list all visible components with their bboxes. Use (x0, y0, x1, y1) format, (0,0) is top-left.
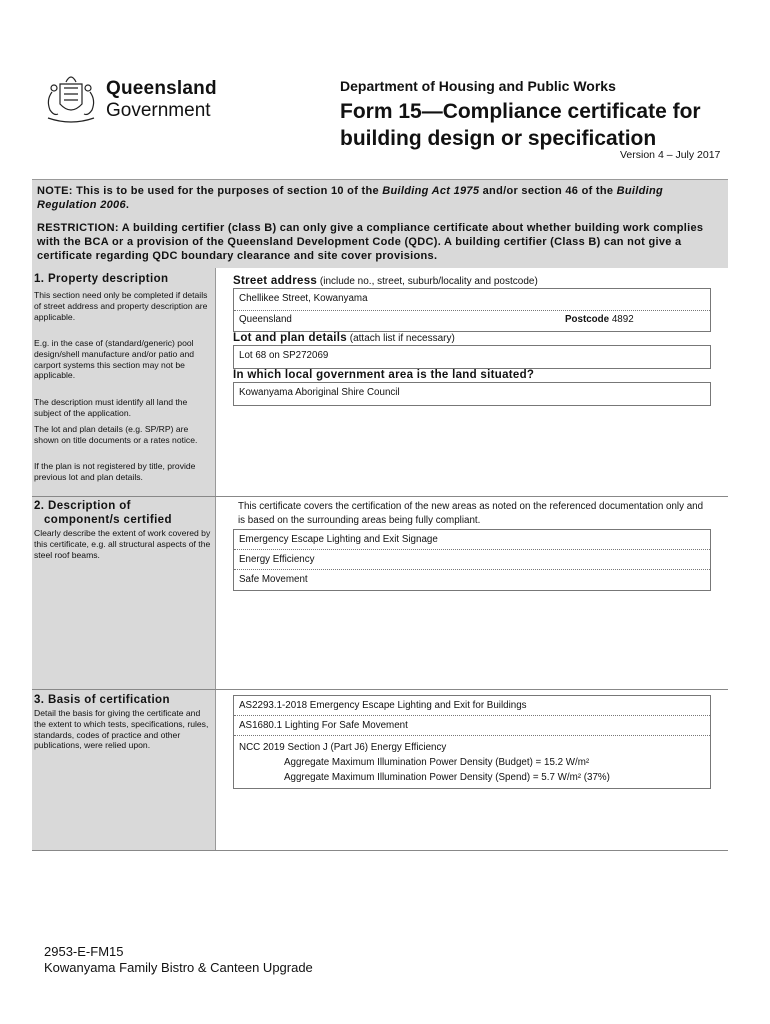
basis-item: AS1680.1 Lighting For Safe Movement (234, 715, 710, 731)
street-line2-row (234, 310, 710, 331)
form-title: Form 15—Compliance certificate for building design or specification (340, 100, 701, 150)
component-item: Emergency Escape Lighting and Exit Signage (239, 534, 438, 545)
project-name: Kowanyama Family Bistro & Canteen Upgrade (44, 960, 313, 975)
section1-help4: The lot and plan details (e.g. SP/RP) are shown on title documents or a rates notice. (34, 424, 198, 445)
section2-heading-line2: component/s certified (44, 514, 172, 526)
lga-value: Kowanyama Aboriginal Shire Council (239, 387, 400, 398)
lot-plan-field[interactable] (233, 345, 711, 369)
postcode-group (565, 311, 634, 329)
street-line2: Queensland (239, 314, 292, 325)
section1-help1: This section need only be completed if details of street address and property description are applicable. (34, 290, 208, 322)
section1-help3: The description must identify all land the subject of the application. (34, 397, 188, 418)
lot-plan-label: Lot and plan details (attach list if necessary) (233, 332, 455, 344)
lga-field[interactable] (233, 382, 711, 406)
lga-label: In which local government area is the land situated? (233, 369, 535, 381)
basis-field[interactable] (233, 695, 711, 789)
section2-heading-line1: 2. Description of (34, 500, 131, 512)
certificate-intro: This certificate covers the certification of the new areas as noted on the referenced documentation only and is based on the surrounding areas being fully compliant. (238, 501, 704, 526)
basis-item: AS2293.1-2018 Emergency Escape Lighting and Exit for Buildings (239, 700, 527, 711)
note-text: NOTE: This is to be used for the purposes of section 10 of the Building Act 1975 and/or section 46 of the Building Regulation 2006. (37, 185, 664, 211)
coat-of-arms-icon (40, 70, 102, 128)
component-item: Energy Efficiency (234, 549, 710, 565)
form-code: 2953-E-FM15 (44, 944, 124, 959)
logo-text-government: Government (106, 100, 211, 121)
note-box (32, 179, 728, 268)
restriction-text: RESTRICTION: A building certifier (class B) can only give a compliance certificate about whether building work complies with the BCA or a provision of the Queensland Development Code (QDC). A building certifier (Class B) can not give a certificate regarding QDC boundary clearance and site cover provisions. (37, 222, 704, 262)
lot-plan-value: Lot 68 on SP272069 (239, 350, 329, 361)
section1-help2: E.g. in the case of (standard/generic) pool design/shell manufacture and/or patio and carport systems this section may not be applicable. (34, 338, 195, 381)
components-field[interactable] (233, 529, 711, 591)
postcode-value: 4892 (611, 314, 634, 325)
department-name: Department of Housing and Public Works (340, 78, 616, 94)
version-label: Version 4 – July 2017 (620, 149, 721, 161)
postcode-label: Postcode (565, 314, 610, 325)
section-divider (32, 689, 728, 690)
basis-item: NCC 2019 Section J (Part J6) Energy Efficiency (239, 742, 447, 753)
section1-help5: If the plan is not registered by title, provide previous lot and plan details. (34, 461, 196, 482)
component-item: Safe Movement (234, 569, 710, 585)
basis-subitem: Aggregate Maximum Illumination Power Density (Budget) = 15.2 W/m² (284, 757, 590, 768)
street-address-label: Street address (include no., street, suburb/locality and postcode) (233, 275, 538, 287)
section2-help: Clearly describe the extent of work covered by this certificate, e.g. all structural aspects of the steel roof beams. (34, 528, 211, 560)
left-help-column (32, 268, 216, 850)
basis-subitem: Aggregate Maximum Illumination Power Density (Spend) = 5.7 W/m² (37%) (284, 772, 610, 783)
queensland-government-logo (40, 70, 220, 130)
logo-text-queensland: Queensland (106, 78, 217, 99)
section1-heading: 1. Property description (34, 273, 169, 285)
section3-heading: 3. Basis of certification (34, 694, 170, 706)
section-divider (32, 496, 728, 497)
street-address-field[interactable] (233, 288, 711, 332)
street-line1: Chellikee Street, Kowanyama (239, 293, 368, 304)
footer (44, 944, 313, 976)
basis-item-group (234, 735, 710, 785)
section-divider (32, 850, 728, 851)
section3-help: Detail the basis for giving the certificate and the extent to which tests, specifications, rules, standards, codes of practice and other publications, were relied upon. (34, 708, 209, 751)
